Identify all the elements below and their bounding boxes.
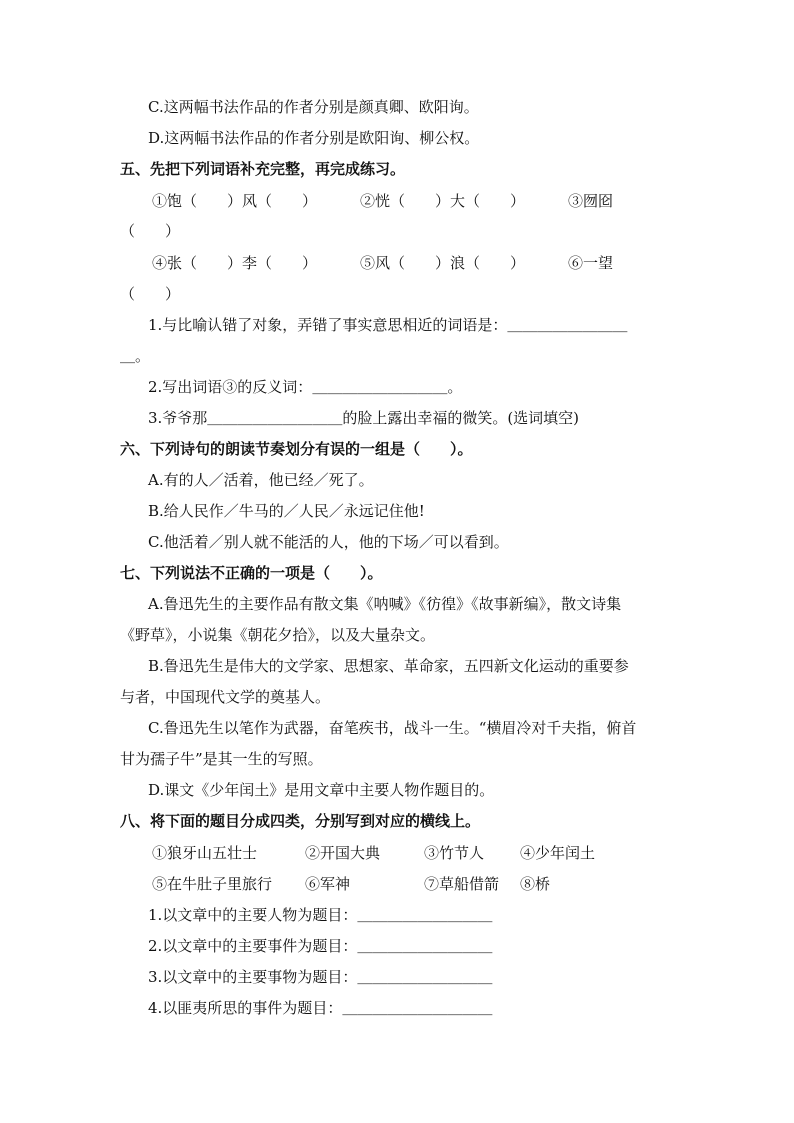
q5-word-2: ②恍（ ）大（ ） <box>360 192 526 210</box>
q8-sub-2: 2.以文章中的主要事件为题目：＿＿＿＿＿＿＿＿＿ <box>148 937 493 955</box>
q8-sub-4: 4.以匪夷所思的事件为题目：＿＿＿＿＿＿＿＿＿＿ <box>148 999 493 1017</box>
q7-option-a-line1: A.鲁迅先生的主要作品有散文集《呐喊》《彷徨》《故事新编》，散文诗集 <box>148 595 622 613</box>
q8-item-3: ③竹节人 <box>424 844 485 862</box>
q4-option-d: D.这两幅书法作品的作者分别是欧阳询、柳公权。 <box>148 129 480 147</box>
q8-item-6: ⑥军神 <box>305 875 351 893</box>
q6-title: 六、下列诗句的朗读节奏划分有误的一组是（ ）。 <box>120 440 473 458</box>
q7-option-a-line2: 《野草》，小说集《朝花夕拾》，以及大量杂文。 <box>120 626 436 644</box>
q5-sub-2: 2.写出词语③的反义词：＿＿＿＿＿＿＿＿＿。 <box>148 378 463 396</box>
q5-title: 五、先把下列词语补充完整，再完成练习。 <box>120 160 406 178</box>
q8-item-1: ①狼牙山五壮士 <box>152 844 258 862</box>
q7-option-b-line2: 与者，中国现代文学的奠基人。 <box>120 688 331 706</box>
q5-word-1: ①饱（ ）风（ ） <box>152 192 318 210</box>
q8-item-8: ⑧桥 <box>520 875 551 893</box>
q4-option-c: C.这两幅书法作品的作者分别是颜真卿、欧阳询。 <box>148 98 479 116</box>
q8-sub-3: 3.以文章中的主要事物为题目：＿＿＿＿＿＿＿＿＿ <box>148 968 493 986</box>
q7-title: 七、下列说法不正确的一项是（ ）。 <box>120 564 383 582</box>
q6-option-a: A.有的人／活着，他已经／死了。 <box>148 471 374 489</box>
q5-word-6-blank: （ ） <box>120 285 181 303</box>
q8-item-2: ②开国大典 <box>305 844 381 862</box>
q5-word-4: ④张（ ）李（ ） <box>152 254 318 272</box>
q5-sub-1-wrap: ＿。 <box>120 347 151 365</box>
q5-sub-3: 3.爷爷那＿＿＿＿＿＿＿＿＿的脸上露出幸福的微笑。(选词填空) <box>148 409 580 427</box>
q7-option-c-line2: 甘为孺子牛”是其一生的写照。 <box>120 750 323 768</box>
q7-option-c-line1: C.鲁迅先生以笔作为武器，奋笔疾书，战斗一生。“横眉冷对千夫指，俯首 <box>148 719 637 737</box>
q8-title: 八、将下面的题目分成四类，分别写到对应的横线上。 <box>120 812 481 830</box>
q8-item-5: ⑤在牛肚子里旅行 <box>152 875 273 893</box>
q5-word-3: ③囫囵 <box>568 192 614 210</box>
q5-word-3-blank: （ ） <box>120 222 181 240</box>
q5-sub-1: 1.与比喻认错了对象，弄错了事实意思相近的词语是：＿＿＿＿＿＿＿＿ <box>148 316 628 334</box>
q8-item-4: ④少年闰土 <box>520 844 596 862</box>
q5-word-6: ⑥一望 <box>568 254 614 272</box>
q8-item-7: ⑦草船借箭 <box>424 875 500 893</box>
q8-sub-1: 1.以文章中的主要人物为题目：＿＿＿＿＿＿＿＿＿ <box>148 906 493 924</box>
q6-option-c: C.他活着／别人就不能活的人，他的下场／可以看到。 <box>148 533 509 551</box>
q7-option-d: D.课文《少年闰土》是用文章中主要人物作题目的。 <box>148 781 495 799</box>
q5-word-5: ⑤风（ ）浪（ ） <box>360 254 526 272</box>
q6-option-b: B.给人民作／牛马的／人民／永远记住他! <box>148 502 425 520</box>
q7-option-b-line1: B.鲁迅先生是伟大的文学家、思想家、革命家，五四新文化运动的重要参 <box>148 657 629 675</box>
